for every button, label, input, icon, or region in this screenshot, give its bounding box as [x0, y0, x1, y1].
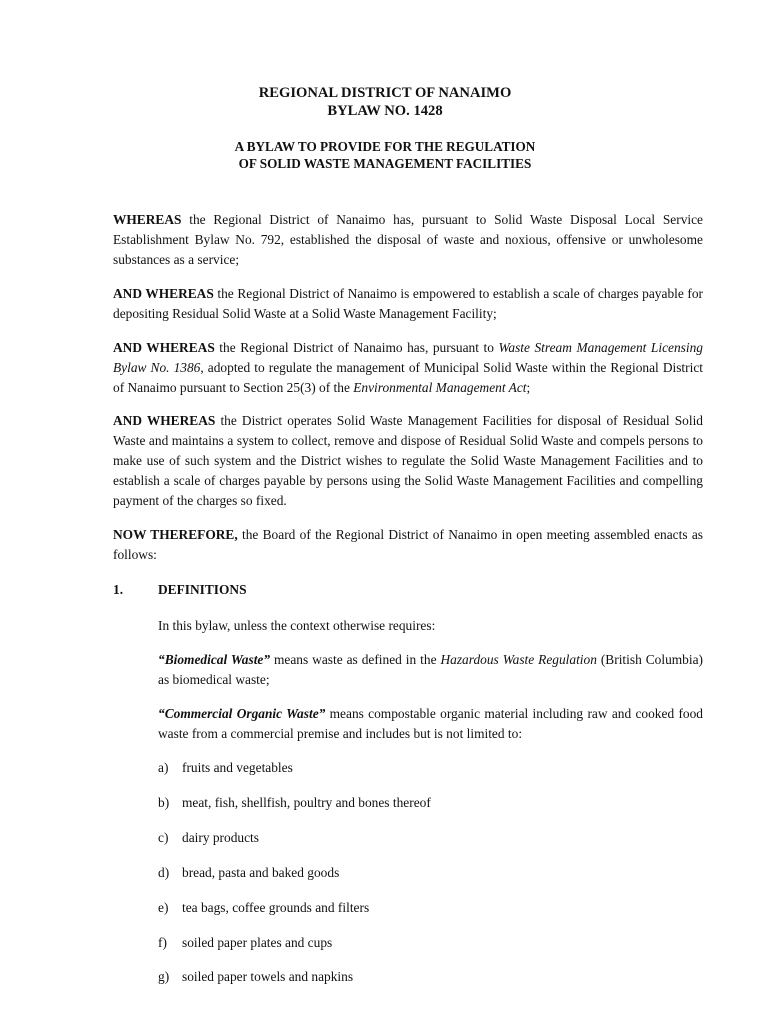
recital-and-whereas-2	[113, 338, 703, 398]
act-reference: Environmental Management Act	[353, 380, 527, 395]
recital-lead: AND WHEREAS	[113, 340, 215, 355]
recital-whereas	[113, 210, 703, 270]
recital-text: the Regional District of Nanaimo is empowered to establish a scale of charges payable for depositing Residual Solid Waste at a Solid Waste Management Facility;	[113, 286, 703, 321]
org-name: REGIONAL DISTRICT OF NANAIMO	[258, 85, 512, 101]
list-item-label: d)	[158, 865, 170, 880]
list-item-label: g)	[158, 969, 170, 984]
list-item-label: a)	[158, 760, 169, 775]
list-item-label: e)	[158, 900, 169, 915]
definition-text: means compostable organic material including raw and cooked food waste from a commercial premise and includes but is not limited to:	[158, 706, 703, 741]
section-intro: In this bylaw, unless the context otherwise requires:	[158, 618, 436, 633]
bylaw-reference: Waste Stream Management Licensing Bylaw No. 1386	[113, 340, 703, 375]
list-item-text: bread, pasta and baked goods	[182, 865, 340, 880]
list-item	[158, 898, 369, 918]
recital-text: the Regional District of Nanaimo has, pursuant to Solid Waste Disposal Local Service Establishment Bylaw No. 792, established the disposal of waste and noxious, offensive or unwholesome substances as a service;	[113, 212, 703, 267]
bylaw-subtitle	[0, 138, 770, 172]
list-item	[158, 793, 431, 813]
recital-lead: AND WHEREAS	[113, 286, 214, 301]
definition-biomedical-waste	[158, 650, 703, 690]
list-item-text: tea bags, coffee grounds and filters	[182, 900, 370, 915]
definition-term: “Biomedical Waste”	[158, 652, 271, 667]
recital-text: the Regional District of Nanaimo has, pursuant to	[214, 340, 499, 355]
regulation-reference: Hazardous Waste Regulation	[440, 652, 597, 667]
recital-text: ;	[526, 380, 531, 395]
recital-lead: AND WHEREAS	[113, 413, 216, 428]
section-title: DEFINITIONS	[158, 582, 247, 597]
list-item	[158, 828, 259, 848]
recital-lead: NOW THEREFORE,	[113, 527, 238, 542]
definition-text: means waste as defined in the	[270, 652, 441, 667]
list-item-text: soiled paper towels and napkins	[182, 969, 354, 984]
list-item	[158, 933, 332, 953]
recital-and-whereas-3	[113, 411, 703, 511]
enacting-clause	[113, 525, 703, 565]
list-item-text: soiled paper plates and cups	[182, 935, 333, 950]
list-item-label: f)	[158, 935, 167, 950]
list-item	[158, 863, 339, 883]
list-item-text: fruits and vegetables	[182, 760, 293, 775]
recital-text: , adopted to regulate the management of Municipal Solid Waste within the Regional District of Nanaimo pursuant to Section 25(3) of the	[113, 360, 704, 395]
bylaw-title	[0, 84, 770, 120]
recital-lead: WHEREAS	[113, 212, 182, 227]
recital-text: the Board of the Regional District of Nanaimo in open meeting assembled enacts as follows:	[113, 527, 703, 562]
list-item	[158, 967, 353, 987]
recital-and-whereas-1	[113, 284, 703, 324]
definition-term: “Commercial Organic Waste”	[158, 706, 326, 721]
recital-text: the District operates Solid Waste Management Facilities for disposal of Residual Solid Waste and maintains a system to collect, remove and dispose of Residual Solid Waste and compels persons to make use of such system and the District wishes to regulate the Solid Waste Management Facilities and to establish a scale of charges payable by persons using the Solid Waste Management Facilities and compelling payment of the charges so fixed.	[113, 413, 703, 508]
bylaw-number: BYLAW NO. 1428	[327, 103, 443, 119]
list-item-label: b)	[158, 795, 170, 810]
definition-text: (British Columbia) as biomedical waste;	[158, 652, 703, 687]
subtitle-line-1: A BYLAW TO PROVIDE FOR THE REGULATION	[234, 139, 536, 154]
section-number: 1.	[113, 582, 124, 597]
list-item	[158, 758, 293, 778]
subtitle-line-2: OF SOLID WASTE MANAGEMENT FACILITIES	[238, 156, 532, 171]
definition-commercial-organic-waste	[158, 704, 703, 744]
list-item-label: c)	[158, 830, 169, 845]
list-item-text: meat, fish, shellfish, poultry and bones thereof	[182, 795, 431, 810]
list-item-text: dairy products	[182, 830, 259, 845]
